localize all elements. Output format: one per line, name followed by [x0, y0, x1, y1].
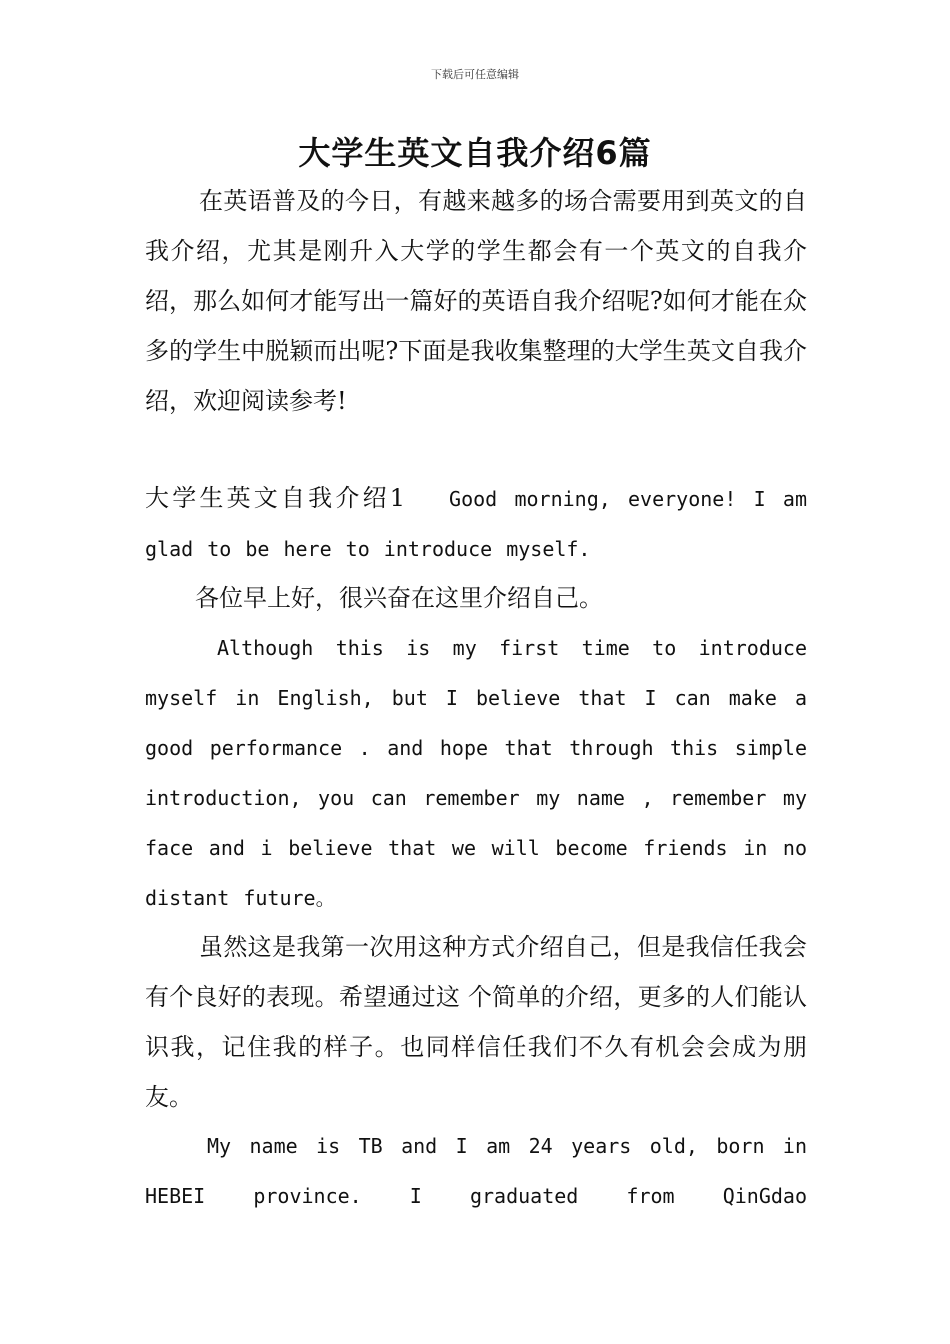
section-1-paragraph [145, 473, 807, 574]
chinese-paragraph-2: 虽然这是我第一次用这种方式介绍自己，但是我信任我会有个良好的表现。希望通过这 个简单的介绍，更多的人们能认识我，记住我的样子。也同样信任我们不久有机会会成为朋 友。 [145, 933, 807, 1111]
section-1-greeting: Good morning, everyone! I am glad to be here to introduce myself. [145, 487, 807, 561]
document-title: 大学生英文自我介绍6篇 [298, 134, 652, 172]
section-1-heading: 大学生英文自我介绍1 [145, 484, 406, 512]
english-paragraph-3: My name is TB and I am 24 years old, born in HEBEI province. I graduated from QinGdao [145, 1134, 807, 1208]
english-paragraph-2: Although this is my first time to introduce myself in English, but I believe that I can make a good performance . and hope that through this simple introduction, you can remember my name , remember my face and i believe that we will become friends in no distant future。 [145, 636, 807, 910]
chinese-paragraph-1: 各位早上好，很兴奋在这里介绍自己。 [195, 584, 603, 612]
header-note: 下载后可任意编辑 [431, 68, 519, 81]
intro-paragraph: 在英语普及的今日，有越来越多的场合需要用到英文的自我介绍，尤其是刚升入大学的学生都会有一个英文的自我介绍，那么如何才能写出一篇好的英语自我介绍呢?如何才能在众多的学生中脱颖而出呢?下面是我收集整理的大学生英文自我介绍，欢迎阅读参考! [145, 187, 807, 415]
